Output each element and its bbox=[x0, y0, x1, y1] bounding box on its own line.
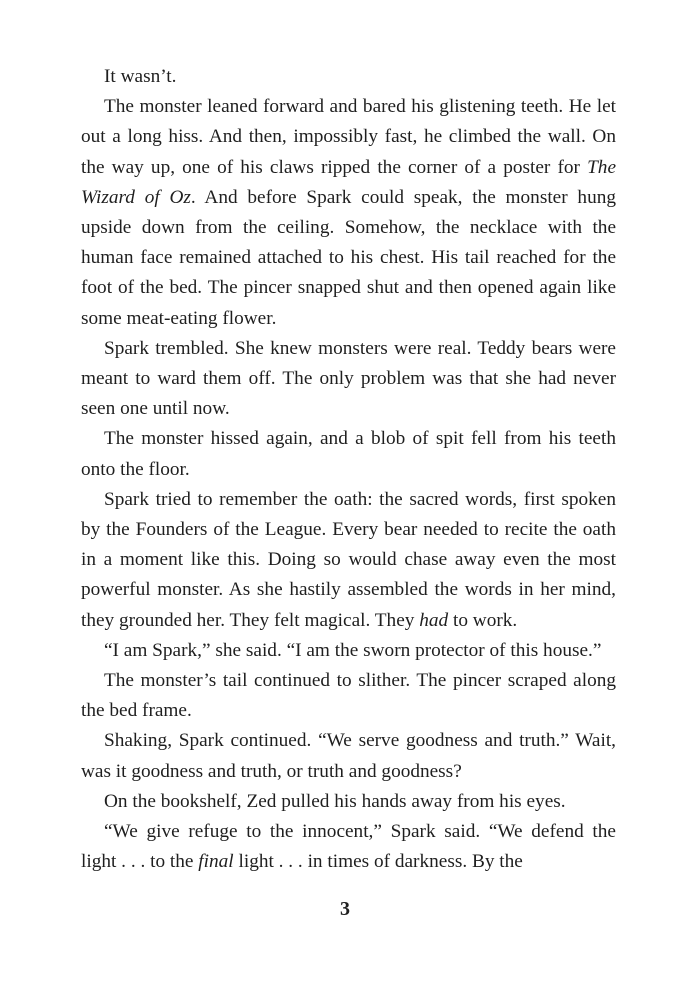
paragraph bbox=[81, 424, 616, 484]
book-title-italic: The Wizard of Oz bbox=[81, 156, 616, 208]
page-number: 3 bbox=[340, 898, 350, 920]
paragraph-text: to work. bbox=[448, 609, 518, 631]
paragraph-text: The monster leaned forward and bared his glistening teeth. He let out a long hiss. And then, impossibly fast, he climbed the wall. On the way up, one of his claws ripped the corner of a poster for bbox=[81, 96, 616, 178]
paragraph-text: . And before Spark could speak, the monster hung upside down from the ceiling. Somehow, the necklace with the human face remained attached to his chest. His tail reached for the foot of the bed. The pincer snapped shut and then opened again like some meat-eating flower. bbox=[81, 186, 616, 329]
paragraph-text: light . . . in times of darkness. By the bbox=[233, 851, 523, 873]
paragraph bbox=[81, 485, 616, 636]
paragraph-text: Spark trembled. She knew monsters were real. Teddy bears were meant to ward them off. The only problem was that she had never seen one until now. bbox=[81, 337, 616, 420]
emphasis-italic: had bbox=[419, 609, 449, 631]
paragraph-text: On the bookshelf, Zed pulled his hands away from his eyes. bbox=[104, 790, 566, 812]
paragraph-text: It wasn’t. bbox=[104, 66, 177, 87]
paragraph bbox=[81, 817, 616, 877]
paragraph bbox=[81, 334, 616, 425]
paragraph-text: Shaking, Spark continued. “We serve goodness and truth.” Wait, was it goodness and truth, or truth and goodness? bbox=[81, 730, 616, 782]
body-text bbox=[81, 62, 616, 877]
paragraph bbox=[81, 62, 616, 92]
paragraph bbox=[81, 666, 616, 726]
emphasis-italic: final bbox=[198, 851, 234, 873]
paragraph bbox=[81, 636, 616, 666]
paragraph-text: The monster’s tail continued to slither. The pincer scraped along the bed frame. bbox=[81, 670, 616, 722]
paragraph bbox=[81, 92, 616, 334]
paragraph-text: The monster hissed again, and a blob of spit fell from his teeth onto the floor. bbox=[81, 428, 616, 480]
paragraph-text: “I am Spark,” she said. “I am the sworn protector of this house.” bbox=[104, 639, 602, 661]
paragraph bbox=[81, 787, 616, 817]
paragraph-text: “We give refuge to the innocent,” Spark said. “We defend the light . . . to the bbox=[81, 821, 616, 873]
paragraph bbox=[81, 726, 616, 786]
paragraph-text: Spark tried to remember the oath: the sacred words, first spoken by the Founders of the League. Every bear needed to recite the oath in a moment like this. Doing so would chase away even the most powerful monster. As she hastily assembled the words in her mind, they grounded her. They felt magical. They bbox=[81, 488, 616, 631]
